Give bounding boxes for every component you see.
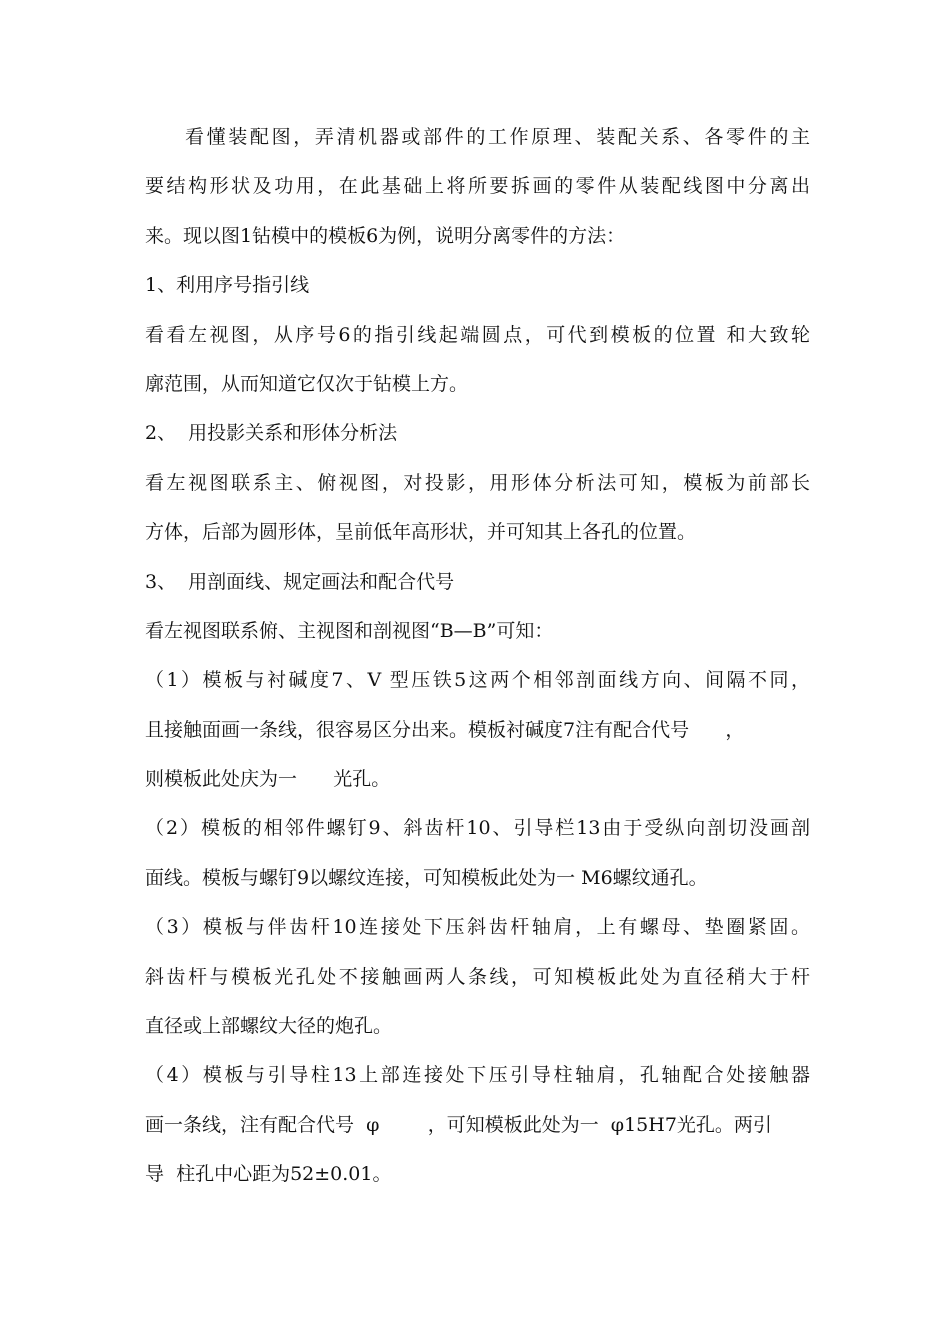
section-2-line-2: 方体，后部为圆形体，呈前低年高形状，并可知其上各孔的位置。: [145, 521, 697, 544]
item-4-line-2: 画一条线，注有配合代号 φ ，可知模板此处为一 φ15H7光孔。两引: [145, 1113, 772, 1136]
section-1-line-2: 廓范围，从而知道它仅次于钻模上方。: [145, 372, 469, 395]
paragraph-intro-line-1: 看懂装配图，弄清机器或部件的工作原理、装配关系、各零件的主: [185, 126, 810, 148]
item-1-line-3: 则模板此处庆为一 光孔。: [145, 768, 391, 791]
paragraph-intro-line-3: 来。现以图1钻模中的模板6为例，说明分离零件的方法：: [145, 224, 626, 247]
item-1-line-1: （1）模板与衬碱度7、V 型压铁5这两个相邻剖面线方向、间隔不同，: [145, 669, 810, 692]
item-2-line-2: 面线。模板与螺钉9以螺纹连接，可知模板此处为一 M6螺纹通孔。: [145, 866, 708, 889]
paragraph-intro-line-2: 要结构形状及功用，在此基础上将所要拆画的零件从装配线图中分离出: [145, 175, 810, 198]
section-heading-1: 1、利用序号指引线: [145, 274, 310, 297]
item-2-line-1: （2）模板的相邻件螺钉9、斜齿杆10、引导栏13由于受纵向剖切没画剖: [145, 817, 810, 840]
section-2-line-1: 看左视图联系主、俯视图，对投影，用形体分析法可知，模板为前部长: [145, 471, 810, 494]
section-1-line-1: 看看左视图，从序号6的指引线起端圆点，可代到模板的位置 和大致轮: [145, 323, 810, 346]
section-heading-2: 2、 用投影关系和形体分析法: [145, 422, 398, 445]
item-4-line-1: （4）模板与引导柱13上部连接处下压引导柱轴肩，孔轴配合处接触器: [145, 1064, 810, 1087]
item-3-line-2: 斜齿杆与模板光孔处不接触画两人条线，可知模板此处为直径稍大于杆: [145, 965, 810, 988]
section-heading-3: 3、 用剖面线、规定画法和配合代号: [145, 570, 455, 593]
item-1-line-2: 且接触面画一条线，很容易区分出来。模板衬碱度7注有配合代号 ，: [145, 718, 745, 741]
document-body: [145, 113, 810, 1200]
section-3-intro: 看左视图联系俯、主视图和剖视图“B—B”可知：: [145, 619, 554, 642]
item-4-line-3: 导 柱孔中心距为52±0.01。: [145, 1163, 392, 1186]
item-3-line-1: （3）模板与伴齿杆10连接处下压斜齿杆轴肩，上有螺母、垫圈紧固。: [145, 916, 810, 939]
item-3-line-3: 直径或上部螺纹大径的炮孔。: [145, 1015, 393, 1038]
